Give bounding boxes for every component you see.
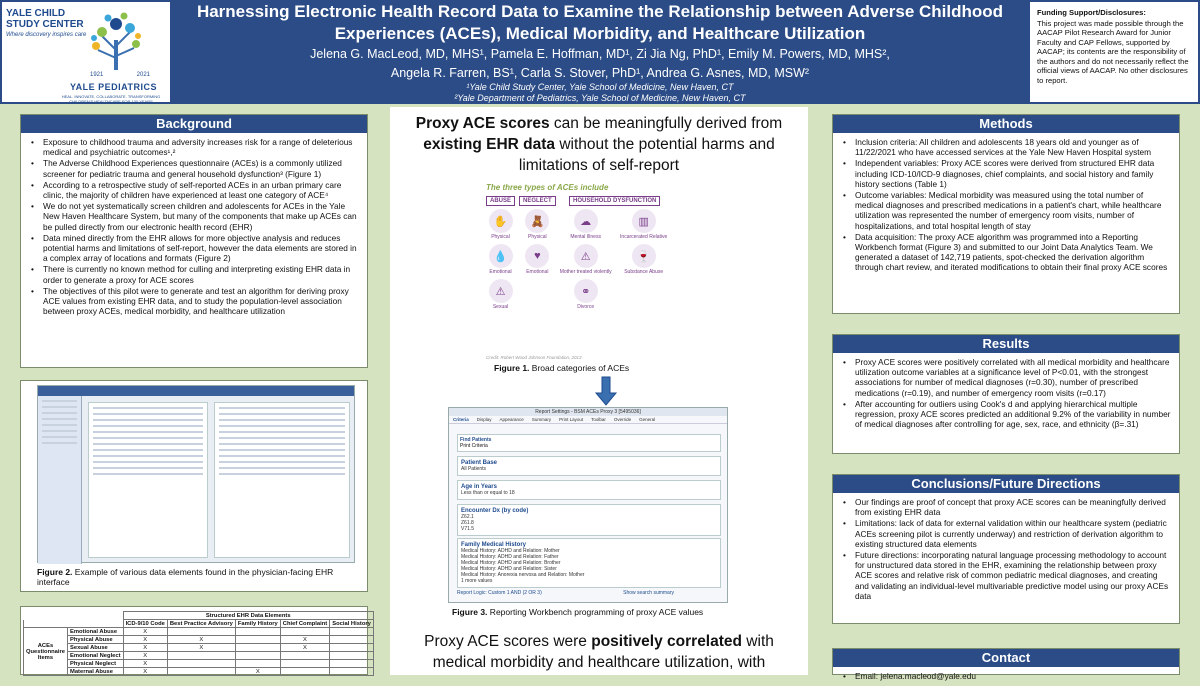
table-row-label: Maternal Abuse [67,668,123,676]
conclusions-list [833,493,1179,606]
table-cell [280,660,329,668]
table-row [24,628,374,636]
ace-category-heading: ABUSE [486,196,515,206]
ace-figure-heading: The three types of ACEs include [486,183,609,192]
table-cell: X [167,636,235,644]
table-empty-cell [24,620,124,628]
ace-item-label: Incarcerated Relative [620,234,668,240]
tree-logo-icon [88,10,144,72]
table-title-row [24,612,374,620]
claim1-mid: can be meaningfully derived from [549,115,783,132]
background-title: Background [21,115,367,133]
ace-item [489,279,513,310]
table-column-header: Chief Complaint [280,620,329,628]
rw-block-line: 1 more values [461,578,493,584]
figure-3-caption [452,607,703,617]
down-arrow-icon [596,377,616,405]
rw-block-line: Less than or equal to 18 [461,490,515,496]
contact-section [832,648,1180,681]
table-row-label: Physical Neglect [67,660,123,668]
ace-item-label: Physical [491,234,510,240]
author-list [180,45,1020,83]
ace-item [560,209,612,240]
rw-block-title: Patient Base [461,460,498,466]
table-row [24,636,374,644]
rw-menu-tab[interactable]: Toolbar [591,417,606,422]
ace-item [618,209,670,240]
institution-logo [2,2,170,102]
rw-menu-tab[interactable]: Appearance [499,417,524,422]
ace-category-column [486,196,515,314]
ace-item-label: Emotional [489,269,512,275]
ace-item-label: Mental Illness [570,234,601,240]
conclusions-section [832,474,1180,624]
ace-item-icon: ▥ [632,209,656,233]
table-cell [330,628,374,636]
results-title: Results [833,335,1179,353]
table-cell [330,636,374,644]
rw-find-label: Find Patients [460,437,492,443]
table-row [24,660,374,668]
ace-category-column [560,196,670,314]
rw-block-line: Medical History: ADHD and Relation: Mother [461,548,560,554]
poster-header [0,0,1200,104]
rw-footer [457,590,674,596]
table-cell [235,660,280,668]
list-item: • Data mined directly from the EHR allows for more objective analysis and reduces potential harms and limitations of self-report, however the data elements are stored in a complex array of locations and formats (Figure 2) [29,233,359,264]
rw-criteria-block [457,504,721,536]
methods-section [832,114,1180,314]
table-column-header: Social History [330,620,374,628]
rw-block-line: Medical History: ADHD and Relation: Sister [461,566,557,572]
rw-criteria-block [457,456,721,476]
rw-report-logic: Report Logic: Custom 1 AND (2 OR 3) [457,590,542,596]
figure-2-panel [20,380,368,592]
rw-criteria-label: Print Criteria [460,443,488,449]
table-cell [167,652,235,660]
table-cell [280,652,329,660]
ace-item-label: Substance Abuse [624,269,664,275]
rw-block-line: All Patients [461,466,487,472]
table-cell [280,628,329,636]
table-cell [235,652,280,660]
ace-item [560,244,612,275]
methods-title: Methods [833,115,1179,133]
list-item: • We do not yet systematically screen children and adolescents for ACEs in the Yale New Haven Healthcare System, but many of the components that make up ACEs can be pulled directly from our electronic health record (EHR) [29,201,359,232]
background-section [20,114,368,368]
table-cell: X [280,644,329,652]
list-item: • There is currently no known method for culling and interpreting existing EHR data in order to generate a proxy for ACE scores [29,264,359,284]
table-cell [235,644,280,652]
rw-menu-tab[interactable]: Display [476,417,492,422]
figure-1-caption [494,363,629,373]
table-1-panel [20,606,371,675]
background-list [21,133,367,321]
ace-item [489,244,513,275]
figure-2-caption [37,567,367,587]
rw-block-line: Medical History: Anorexia nervosa and Relation: Mother [461,572,585,578]
logo-name-line2: STUDY CENTER [6,19,84,30]
table-cell [330,644,374,652]
ace-item [560,279,612,310]
rw-search-summary: Show search summary [623,590,675,596]
table-title: Structured EHR Data Elements [123,612,373,620]
table-cell [330,660,374,668]
ace-item-icon: ☁ [574,209,598,233]
ace-item-label: Sexual [492,304,509,310]
results-list [833,353,1179,434]
rw-block-title: Encounter Dx (by code) [461,508,529,514]
table-cell: X [167,644,235,652]
ace-category-heading: HOUSEHOLD DYSFUNCTION [569,196,660,206]
rw-criteria-block [457,538,721,588]
figure-2-text: Example of various data elements found in the physician-facing EHR interface [37,567,334,587]
affiliations [180,82,1020,104]
ace-item-icon: ✋ [489,209,513,233]
ace-item-icon: ⚠ [489,279,513,303]
claim2-start: Proxy ACE scores were [424,633,592,650]
ehr-patient-sidebar [38,396,82,564]
authors-line1: Jelena G. MacLeod, MD, MHS¹, Pamela E. Hoffman, MD¹, Zi Jia Ng, PhD¹, Emily M. Powers, MD, MHS², [310,47,890,61]
conclusions-title: Conclusions/Future Directions [833,475,1179,493]
center-column [390,107,808,675]
poster-title: Harnessing Electronic Health Record Data to Examine the Relationship between Adverse Childhood Experiences (ACEs), Medical Morbidity, and Healthcare Utilization [196,2,1004,43]
list-item: • Our findings are proof of concept that proxy ACE scores can be meaningfully derived from existing EHR data [841,497,1171,517]
table-column-header: ICD-9/10 Code [123,620,167,628]
table-cell [167,660,235,668]
figure-1-label: Figure 1. [494,363,530,373]
list-item: • Proxy ACE scores were positively correlated with all medical morbidity and healthcare utilization outcome variables at a significance level of P<0.01, with the strongest associations for number of medical diagnoses (r=0.30), number of prescribed medications (r=0.19), and number of emergency room visits (r=0.17) [841,357,1171,398]
logo-year-start: 1921 [90,72,104,78]
ace-item-icon: ♥ [525,244,549,268]
ace-item-label: Mother treated violently [559,269,612,275]
ehr-notes-pane [88,402,208,558]
rw-block-line: Z61.8 [461,520,474,526]
table-group-label: ACEs Questionnaire Items [24,628,68,676]
list-item: • The Adverse Childhood Experiences questionnaire (ACEs) is a commonly utilized screener for pediatric trauma and general household dysfunction³ (Figure 1) [29,158,359,178]
rw-menu-tab[interactable]: Summary [531,417,552,422]
ehr-toolbar [38,386,354,396]
table-cell: X [123,652,167,660]
table-cell: X [123,644,167,652]
table-cell [167,628,235,636]
list-item: • Outcome variables: Medical morbidity was measured using the total number of medical diagnoses and prescribed medications in a patient's chart, while healthcare utilization was represented the number of emergency room visits, number of hospitalizations, and total hospital length of stay [841,190,1171,231]
list-item: • Future directions: incorporating natural language processing methodology to account for unstructured data stored in the EHR, examining the relationship between proxy ACE scores and relative risk of common pediatric medical diagnoses, and creating and validating an individual-level multivariable predictive model using our proxy ACEs data [841,550,1171,601]
table-column-header: Family History [235,620,280,628]
funding-title: Funding Support/Disclosures: [1037,8,1146,17]
key-finding-1 [398,113,800,176]
logo-year-end: 2021 [136,72,150,78]
rw-block-title: Family Medical History [461,542,527,548]
claim1-bold2: existing EHR data [423,136,556,153]
ace-category-columns [486,196,718,314]
figure-1-text: Broad categories of ACEs [529,363,630,373]
logo-name-line1: YALE CHILD [6,8,66,19]
table-cell [167,668,235,676]
rw-block-line: Medical History: ADHD and Relation: Brother [461,560,561,566]
figure-1-ace-categories [486,183,718,353]
list-item: • Independent variables: Proxy ACE scores were derived from structured EHR data including ICD-10/ICD-9 diagnoses, chief complaints, and social history and family history sections (Table 1) [841,158,1171,189]
logo-tagline: Where discovery inspires care [6,32,87,38]
table-row [24,652,374,660]
funding-text: This project was made possible through the AACAP Pilot Research Award for Junior Faculty and CAP Fellows, supported by AACAP; its contents are the responsibility of the authors and do not necessarily reflect the official views of AACAP. No other disclosures to report. [1037,18,1189,85]
list-item: • Inclusion criteria: All children and adolescents 18 years old and younger as of 11/22/2021 who have accessed services at the Yale New Haven Hospital system [841,137,1171,157]
table-cell: X [280,636,329,644]
ace-item-label: Divorce [577,304,595,310]
table-cell: X [123,668,167,676]
authors-line2: Angela R. Farren, BS¹, Carla S. Stover, PhD¹, Andrea G. Asnes, MD, MSW² [390,66,810,80]
ace-item [525,209,549,240]
table-row-label: Emotional Neglect [67,652,123,660]
contact-email[interactable]: • Email: jelena.macleod@yale.edu [841,671,1171,681]
ace-item-icon: ⚠ [574,244,598,268]
contact-list [833,667,1179,686]
table-row-label: Sexual Abuse [67,644,123,652]
ace-item [489,209,513,240]
ehr-interface-screenshot [37,385,355,563]
affiliation-2: ²Yale Department of Pediatrics, Yale School of Medicine, New Haven, CT [454,93,746,103]
rw-menu-tab[interactable]: Override [613,417,632,422]
figure-1-credit: Credit: Robert Wood Johnson Foundation, 2013 [486,355,582,360]
rw-menu-tab[interactable]: Criteria [453,417,469,422]
claim2-bold: positively correlated [591,633,742,650]
ehr-data-elements-table [23,611,374,676]
logo-dept-tagline: HEAL. INNOVATE. COLLABORATE. TRANSFORMING CHILDREN'S HEALTHCARE FOR 100 YEARS [61,94,161,104]
table-cell: X [235,668,280,676]
ace-item-grid [560,209,670,314]
table-row [24,668,374,676]
rw-window-title: Report Settings - BSM ACEs Proxy 3 [5495036] [449,408,727,416]
logo-years [90,72,150,78]
ace-category-heading: NEGLECT [519,196,556,206]
funding-disclosure-box [1030,2,1198,102]
table-row-label: Emotional Abuse [67,628,123,636]
table-cell [235,628,280,636]
contact-title: Contact [833,649,1179,667]
list-item: • According to a retrospective study of self-reported ACEs in an urban primary care clinic, the majority of children have experienced at least one category of ACE⁴ [29,180,359,200]
rw-block-title: Age in Years [461,484,497,490]
list-item: • Data acquisition: The proxy ACE algorithm was programmed into a Reporting Workbench format (Figure 3) and submitted to our Joint Data Analytics Team. We generated a dataset of 142,719 patients, spot-checked the derivation algorithm through chart review, and iterated modifications to obtain their final proxy ACE scores [841,232,1171,273]
table-row-label: Physical Abuse [67,636,123,644]
ehr-history-pane [214,402,350,558]
table-cell: X [123,636,167,644]
figure-3-reporting-workbench [448,407,728,603]
table-cell [330,652,374,660]
logo-dept: YALE PEDIATRICS [70,82,158,92]
results-section [832,334,1180,454]
list-item: • The objectives of this pilot were to generate and test an algorithm for deriving proxy ACE values from existing EHR data, and to study the population-level association between proxy ACEs, medical morbidity, and healthcare utilization [29,286,359,317]
table-corner [24,612,124,620]
rw-block-line: V71.5 [461,526,475,532]
table-cell [330,668,374,676]
rw-criteria-bar [457,434,721,452]
rw-menu-tab[interactable]: General [639,417,656,422]
logo-name [6,8,84,30]
list-item: • Exposure to childhood trauma and adversity increases risk for a range of deleterious medical and psychiatric outcomes¹,² [29,137,359,157]
table-cell: X [123,628,167,636]
table-cell: X [123,660,167,668]
figure-2-label: Figure 2. [37,567,73,577]
ace-item [618,244,670,275]
figure-3-text: Reporting Workbench programming of proxy ACE values [487,607,704,617]
list-item: • Limitations: lack of data for external validation within our healthcare system (pediatric ACEs screening pilot is currently underway) and restriction of derivation algorithm to existing structured data elements [841,518,1171,549]
key-finding-2 [398,631,800,673]
rw-criteria-block [457,480,721,500]
ace-item-icon: 💧 [489,244,513,268]
claim2-end: with medical morbidity and healthcare utilization, with [432,633,774,671]
rw-menu-tabs [449,416,727,424]
ace-item-icon: ⚭ [574,279,598,303]
figure-3-label: Figure 3. [452,607,488,617]
table-cell [235,636,280,644]
ace-item-label: Emotional [526,269,549,275]
affiliation-1: ¹Yale Child Study Center, Yale School of Medicine, New Haven, CT [466,82,734,92]
rw-block-line: Z62.1 [461,514,474,520]
table-row [24,644,374,652]
claim1-end: without the potential harms and limitations of self-report [518,136,775,174]
rw-block-line: Medical History: ADHD and Relation: Father [461,554,559,560]
rw-menu-tab[interactable]: Print Layout [559,417,584,422]
ace-category-column [519,196,556,314]
ace-item-label: Physical [528,234,547,240]
table-column-header: Best Practice Advisory [167,620,235,628]
table-header-row [24,620,374,628]
ace-item [525,244,549,275]
methods-list [833,133,1179,278]
list-item: • After accounting for outliers using Cook's d and applying hierarchical multiple regression, proxy ACE scores predicted an additional 9.2% of the variability in number of medical diagnoses after controlling for age, sex, race, and ethnicity (β=.31) [841,399,1171,430]
claim1-bold1: Proxy ACE scores [415,115,550,132]
ace-item-icon: 🧸 [525,209,549,233]
ace-item-icon: 🍷 [632,244,656,268]
table-cell [280,668,329,676]
